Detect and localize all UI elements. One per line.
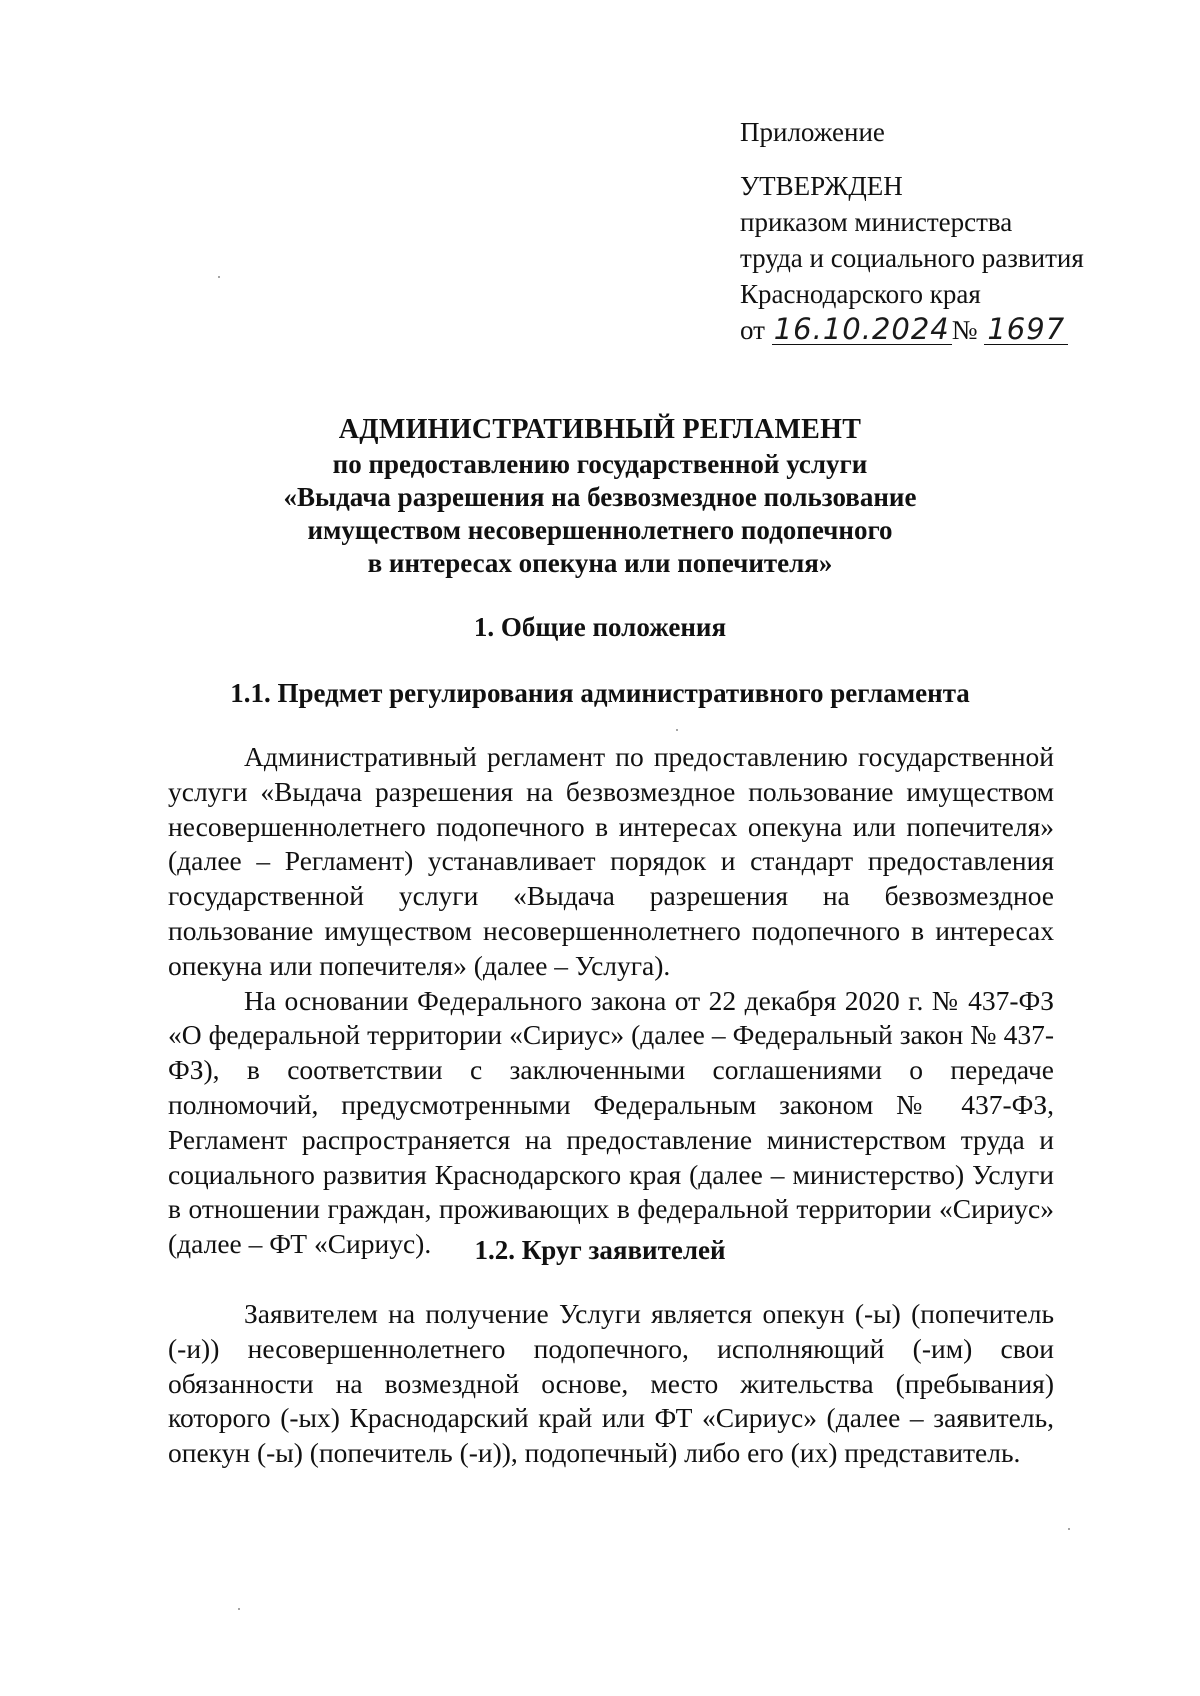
approval-line: Краснодарского края xyxy=(740,279,981,309)
approved-label: УТВЕРЖДЕН xyxy=(740,171,903,201)
document-title xyxy=(160,412,1040,580)
approval-block xyxy=(740,114,1160,348)
paragraph: Заявителем на получение Услуги является опекун (-ы) (попечитель (-и)) несовершеннолетнего подопечного, исполняющий (-им) свои обязанности на возмездной основе, место жительства (пребывания) которого (-ых) Краснодарский край или ФТ «Сириус» (далее – заявитель, опекун (-ы) (попечитель (-и)), подопечный) либо его (их) представитель. xyxy=(168,1298,1054,1469)
scan-speck xyxy=(676,729,678,731)
section-1-2-body xyxy=(168,1297,1054,1471)
approval-line: приказом министерства xyxy=(740,207,1013,237)
paragraph: Административный регламент по предоставлению государственной услуги «Выдача разрешения на безвозмездное пользование имуществом несовершеннолетнего подопечного в интересах опекуна или попечителя» (далее – Регламент) устанавливает порядок и стандарт предоставления государственной услуги «Выдача разрешения на безвозмездное пользование имуществом несовершеннолетнего подопечного в интересах опекуна или попечителя» (далее – Услуга). xyxy=(168,741,1054,981)
handwritten-number: 1697 xyxy=(984,314,1068,345)
title-line: имуществом несовершеннолетнего подопечного xyxy=(307,515,893,545)
approval-line: труда и социального развития xyxy=(740,243,1084,273)
title-line: по предоставлению государственной услуги xyxy=(332,449,868,479)
section-1-1-body xyxy=(168,740,1054,1262)
paragraph: На основании Федерального закона от 22 декабря 2020 г. № 437-ФЗ «О федеральной территории «Сириус» (далее – Федеральный закон № 437-ФЗ), в соответствии с заключенными соглашениями о передаче полномочий, предусмотренными Федеральным законом № 437-ФЗ, Регламент распространяется на предоставление министерством труда и социального развития Краснодарского края (далее – министерство) Услуги в отношении граждан, проживающих в федеральной территории «Сириус» (далее – ФТ «Сириус). xyxy=(168,984,1054,1260)
section-heading-1-1: 1.1. Предмет регулирования административного регламента xyxy=(230,678,970,708)
section-heading-1: 1. Общие положения xyxy=(473,612,727,642)
approval-date-line xyxy=(740,312,1160,348)
scan-speck xyxy=(218,276,220,278)
scan-speck xyxy=(1068,1528,1070,1530)
title-line: в интересах опекуна или попечителя» xyxy=(367,548,833,578)
scan-speck xyxy=(238,1608,240,1610)
date-prefix: от xyxy=(740,315,765,345)
number-sign: № xyxy=(951,315,978,345)
title-line: «Выдача разрешения на безвозмездное пользование xyxy=(283,482,917,512)
title-main: АДМИНИСТРАТИВНЫЙ РЕГЛАМЕНТ xyxy=(338,414,862,445)
section-heading-1-2: 1.2. Круг заявителей xyxy=(474,1235,726,1265)
handwritten-date: 16.10.2024 xyxy=(773,312,950,346)
appendix-label: Приложение xyxy=(740,117,885,147)
